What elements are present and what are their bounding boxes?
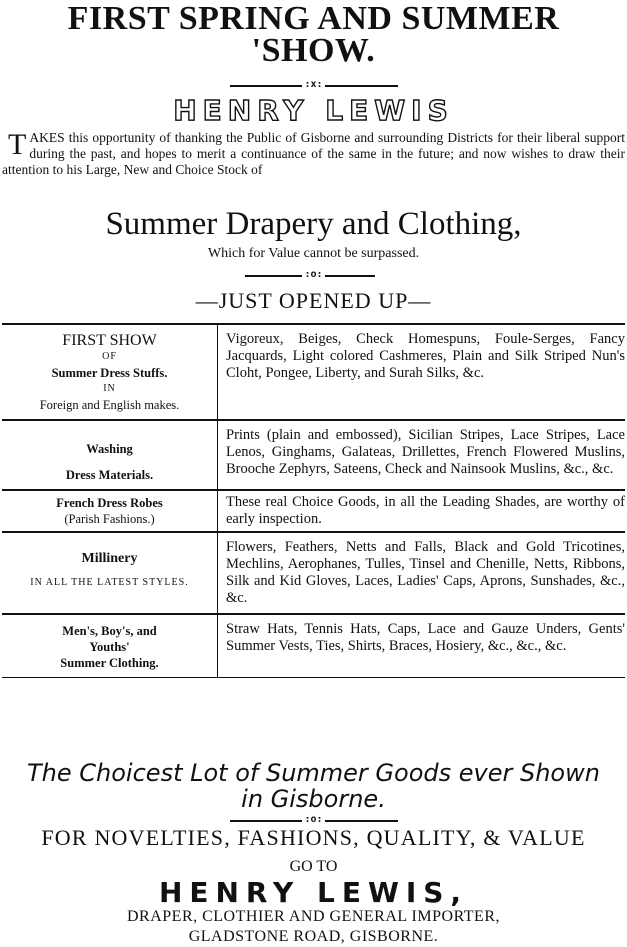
stock-row-washing bbox=[2, 420, 625, 490]
stock-table bbox=[2, 323, 625, 678]
stock-description: Straw Hats, Tennis Hats, Caps, Lace and Gauze Unders, Gents' Summer Vests, Ties, Shirts, Braces, Hosiery, &c., &c., &c. bbox=[218, 614, 626, 678]
trade-line: DRAPER, CLOTHIER AND GENERAL IMPORTER, bbox=[126, 908, 500, 925]
stock-category: Washing Dress Materials. bbox=[2, 420, 218, 490]
intro-text: AKES this opportunity of thanking the Public of Gisborne and surrounding Districts for their liberal support during the past, and hopes to merit a continuance of the same in the future; and now wishes to draw their attention to his Large, New and Choice Stock of bbox=[2, 130, 625, 177]
title-line-1: FIRST SPRING AND SUMMER bbox=[67, 0, 560, 37]
stock-row-robes bbox=[2, 490, 625, 532]
novelties-line: FOR NOVELTIES, FASHIONS, QUALITY, & VALUE bbox=[41, 825, 586, 850]
stock-category: Millinery IN ALL THE LATEST STYLES. bbox=[2, 532, 218, 614]
stock-row-clothing bbox=[2, 614, 625, 678]
stock-description: Flowers, Feathers, Netts and Falls, Black and Gold Tricotines, Mechlins, Aerophanes, Tulles, Tinsel and Chenille, Netts, Ribbons, Silk and Kid Gloves, Laces, Ladies' Caps, Aprons, Sunshades, &c., &c. bbox=[218, 532, 626, 614]
address-line: GLADSTONE ROAD, GISBORNE. bbox=[188, 928, 439, 945]
stock-row-dress-stuffs bbox=[2, 324, 625, 420]
stock-description: Vigoreux, Beiges, Check Homespuns, Foule-Serges, Fancy Jacquards, Light colored Cashmeres, Plain and Silk Striped Nun's Cloht, Pongee, Liberty, and Surah Silks, &c. bbox=[218, 324, 626, 420]
choicest-line-2: in Gisborne. bbox=[241, 785, 386, 813]
headline-sub: Which for Value cannot be surpassed. bbox=[207, 246, 420, 261]
ornament-divider-2: :o: bbox=[304, 269, 323, 280]
just-opened-heading: —JUST OPENED UP— bbox=[195, 288, 432, 313]
drop-cap: T bbox=[8, 128, 27, 161]
title-line-2: 'SHOW. bbox=[251, 32, 376, 69]
stock-description: Prints (plain and embossed), Sicilian Stripes, Lace Stripes, Lace Lenos, Ginghams, Galateas, Drillettes, French Flowered Muslins, Brooche Zephyrs, Sateens, Check and Nainsook Muslins, &c., &c. bbox=[218, 420, 626, 490]
choicest-line-1: The Choicest Lot of Summer Goods ever Shown bbox=[27, 759, 600, 787]
intro-paragraph bbox=[2, 130, 625, 178]
ornament-divider-3: :o: bbox=[304, 814, 323, 825]
advertiser-name: HENRY LEWIS bbox=[173, 94, 454, 127]
stock-description: These real Choice Goods, in all the Leading Shades, are worthy of early inspection. bbox=[218, 490, 626, 532]
advertiser-name-footer: HENRY LEWIS, bbox=[158, 876, 469, 909]
stock-category: FIRST SHOW OF Summer Dress Stuffs. IN Foreign and English makes. bbox=[2, 324, 218, 420]
stock-category: Men's, Boy's, and Youths' Summer Clothing. bbox=[2, 614, 218, 678]
stock-category: French Dress Robes (Parish Fashions.) bbox=[2, 490, 218, 532]
go-to-line: GO TO bbox=[289, 858, 338, 875]
ornament-divider: :x: bbox=[304, 79, 323, 90]
headline-main: Summer Drapery and Clothing, bbox=[105, 206, 522, 242]
stock-row-millinery bbox=[2, 532, 625, 614]
